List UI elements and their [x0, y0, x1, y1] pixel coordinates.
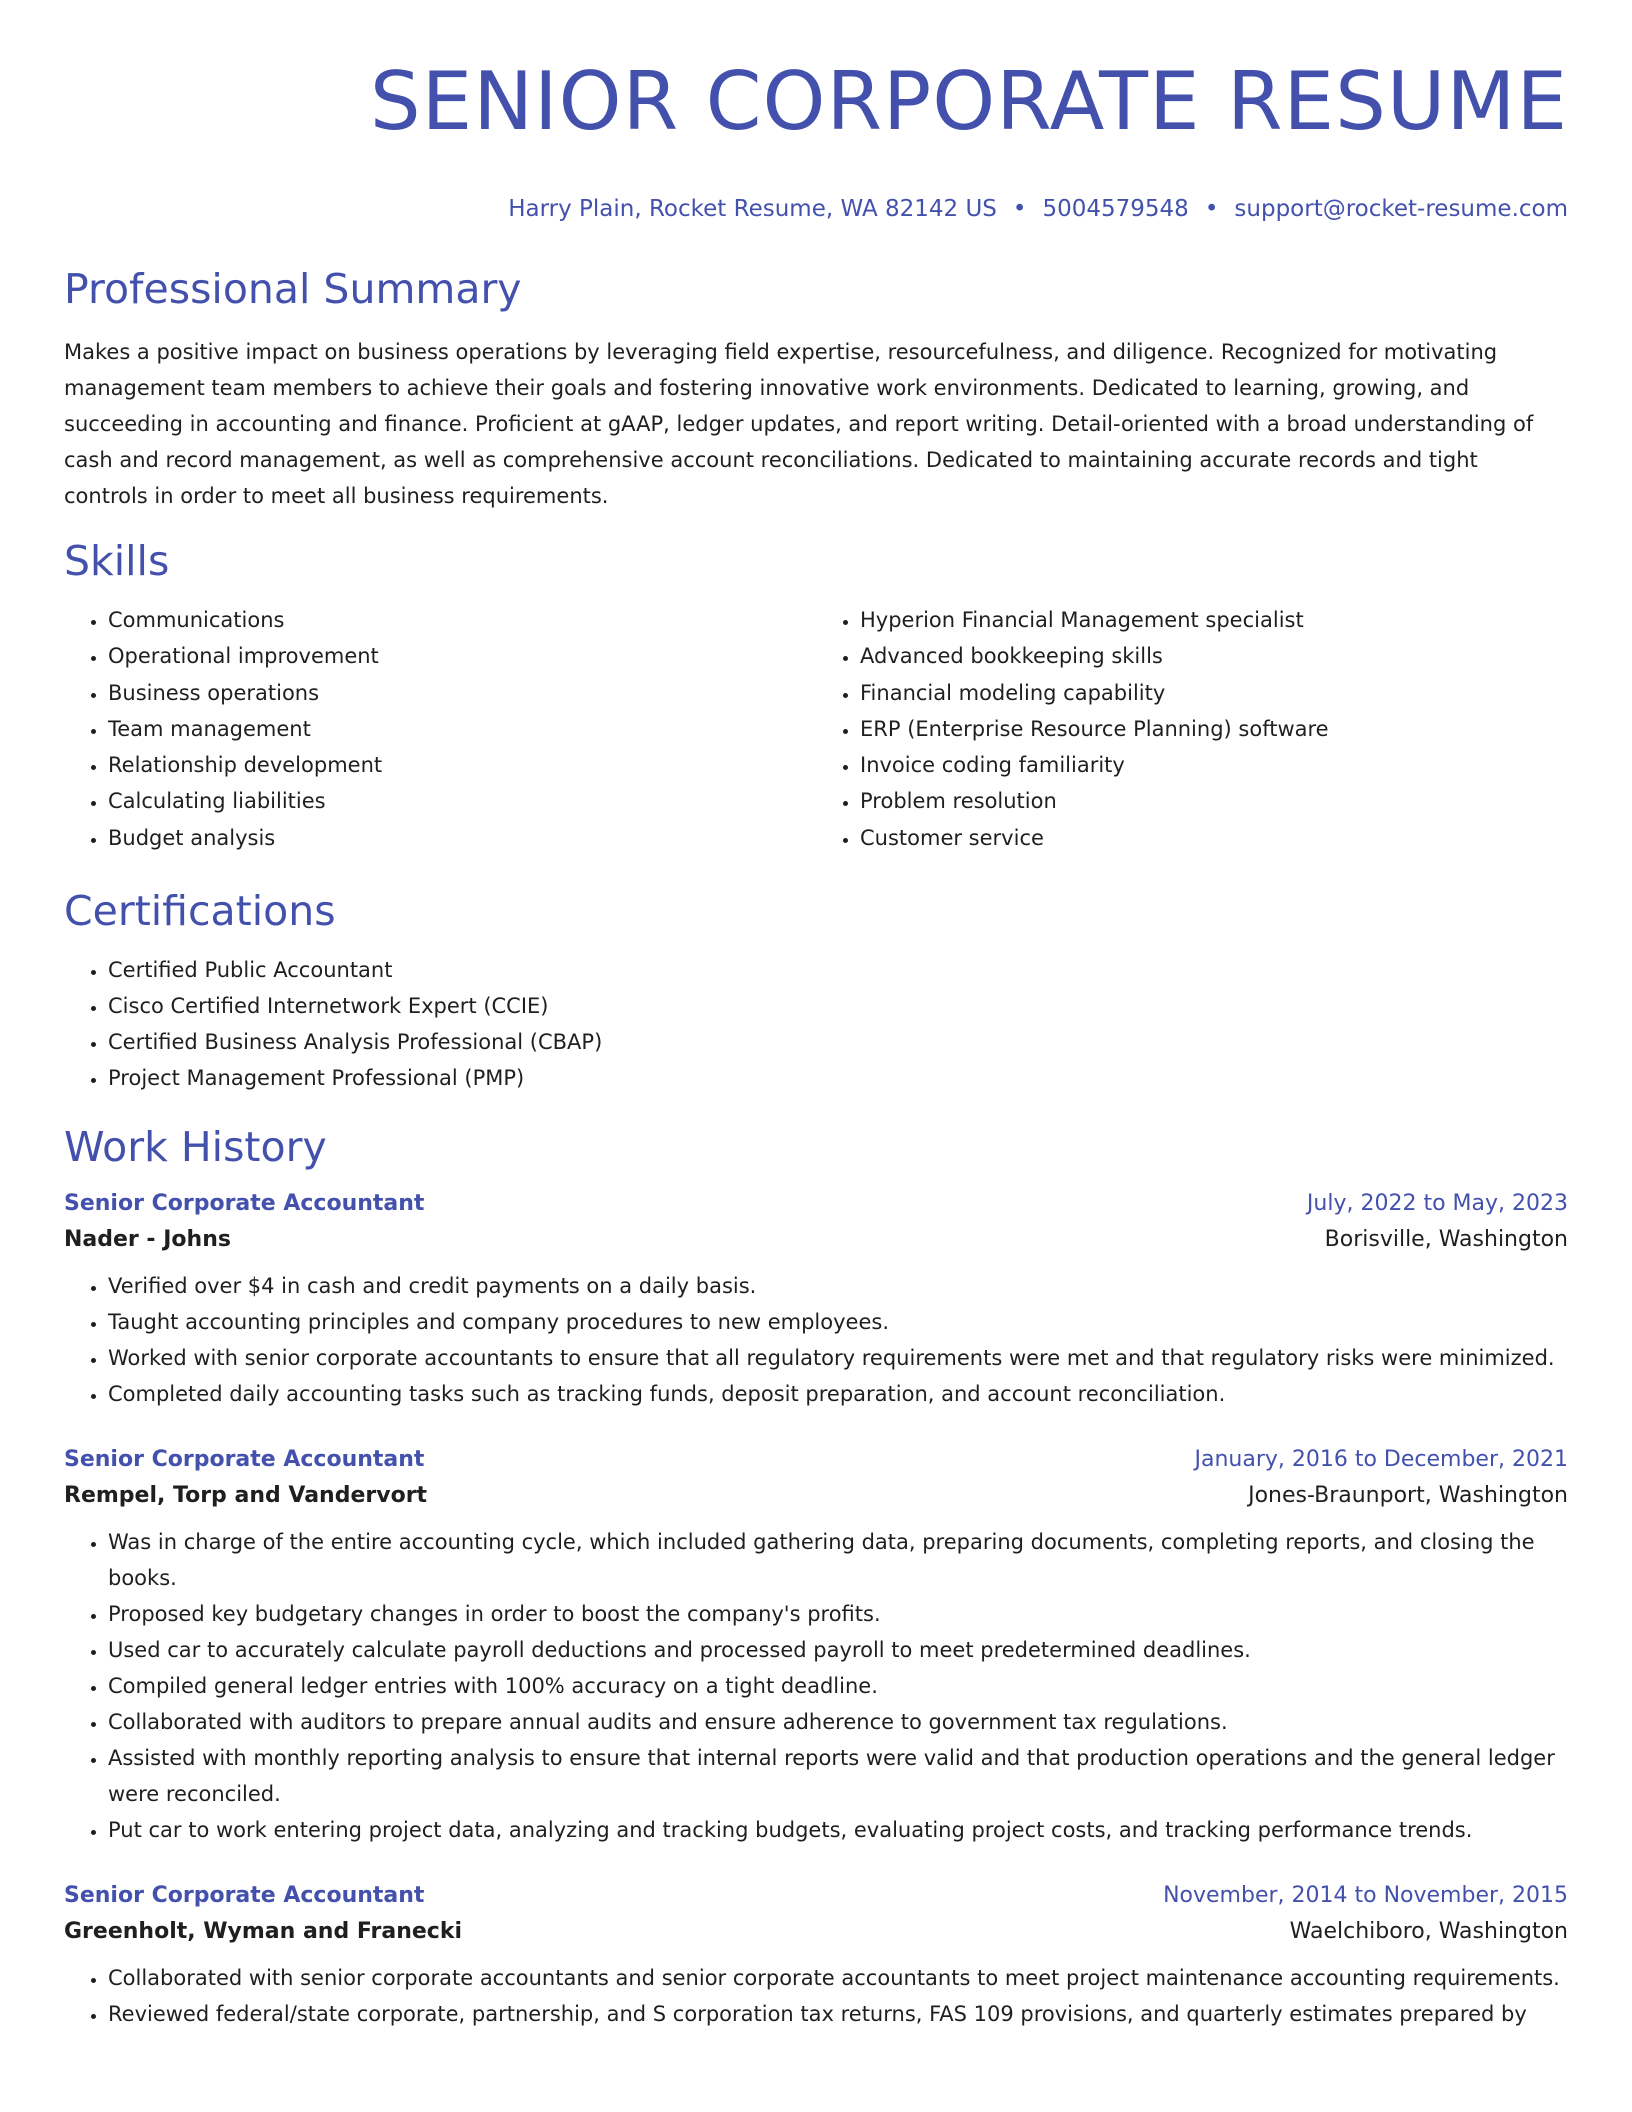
- job-location: Borisville, Washington: [1324, 1227, 1568, 1253]
- job-bullets: [64, 1960, 1568, 2032]
- job-company-row: [64, 1478, 1568, 1514]
- job-bullet: • Completed daily accounting tasks such as tracking funds, deposit preparation, and account reconciliation.: [108, 1376, 1568, 1412]
- job-company: Nader - Johns: [64, 1227, 231, 1253]
- job-bullet: • Put car to work entering project data, analyzing and tracking budgets, evaluating project costs, and tracking performance trends.: [108, 1812, 1568, 1848]
- certification-item: • Cisco Certified Internetwork Expert (CCIE): [108, 988, 1568, 1024]
- job-dates: July, 2022 to May, 2023: [1306, 1191, 1568, 1217]
- job-bullet: • Used car to accurately calculate payroll deductions and processed payroll to meet predetermined deadlines.: [108, 1632, 1568, 1668]
- job-company: Rempel, Torp and Vandervort: [64, 1483, 428, 1509]
- skill-item: • Relationship development: [108, 747, 816, 783]
- job-company-row: [64, 1914, 1568, 1950]
- job-bullet: • Reviewed federal/state corporate, partnership, and S corporation tax returns, FAS 109 provisions, and quarterly estimates prepared by: [108, 1996, 1568, 2032]
- job-entry: [64, 1442, 1568, 1848]
- summary-heading: Professional Summary: [64, 265, 522, 313]
- job-bullets: [64, 1268, 1568, 1412]
- skill-item: • Operational improvement: [108, 638, 816, 674]
- contact-line: [64, 194, 1568, 224]
- skill-item: • Hyperion Financial Management specialist: [860, 602, 1568, 638]
- contact-phone: 5004579548: [1042, 196, 1189, 222]
- skill-item: • Calculating liabilities: [108, 783, 816, 819]
- skill-item: • Customer service: [860, 820, 1568, 856]
- job-bullet: • Was in charge of the entire accounting cycle, which included gathering data, preparing documents, completing reports, and closing the books.: [108, 1524, 1568, 1596]
- work-history-heading: Work History: [64, 1123, 327, 1172]
- certification-item: • Certified Business Analysis Professional (CBAP): [108, 1024, 1568, 1060]
- job-location: Jones-Braunport, Washington: [1248, 1483, 1568, 1509]
- skills-list-right: [816, 602, 1568, 856]
- job-bullet: • Worked with senior corporate accountants to ensure that all regulatory requirements were met and that regulatory risks were minimized.: [108, 1340, 1568, 1376]
- job-header-row: [64, 1186, 1568, 1222]
- skill-item: • Business operations: [108, 675, 816, 711]
- job-bullet: • Assisted with monthly reporting analysis to ensure that internal reports were valid and that production operations and the general ledger were reconciled.: [108, 1740, 1568, 1812]
- certification-item: • Project Management Professional (PMP): [108, 1060, 1568, 1096]
- job-role: Senior Corporate Accountant: [64, 1447, 425, 1473]
- contact-separator: •: [1012, 196, 1027, 222]
- job-bullets: [64, 1524, 1568, 1848]
- skills-list-left: [64, 602, 816, 856]
- job-role: Senior Corporate Accountant: [64, 1883, 425, 1909]
- skills-heading: Skills: [64, 537, 170, 585]
- job-location: Waelchiboro, Washington: [1289, 1919, 1568, 1945]
- certification-item: • Certified Public Accountant: [108, 952, 1568, 988]
- job-bullet: • Proposed key budgetary changes in order to boost the company's profits.: [108, 1596, 1568, 1632]
- resume-title: SENIOR CORPORATE RESUME: [369, 55, 1568, 148]
- job-company: Greenholt, Wyman and Franecki: [64, 1919, 462, 1945]
- job-bullet: • Verified over $4 in cash and credit payments on a daily basis.: [108, 1268, 1568, 1304]
- contact-address: Harry Plain, Rocket Resume, WA 82142 US: [508, 196, 997, 222]
- skill-item: • Budget analysis: [108, 820, 816, 856]
- job-entry: [64, 1186, 1568, 1412]
- job-bullet: • Taught accounting principles and company procedures to new employees.: [108, 1304, 1568, 1340]
- summary-text: Makes a positive impact on business operations by leveraging field expertise, resourcefulness, and diligence. Recognized for motivating management team members to achieve their goals and fostering innovative work environments. Dedicated to learning, growing, and succeeding in accounting and finance. Proficient at gAAP, ledger updates, and report writing. Detail-oriented with a broad understanding of cash and record management, as well as comprehensive account reconciliations. Dedicated to maintaining accurate records and tight controls in order to meet all business requirements.: [64, 340, 1534, 508]
- contact-email: support@rocket-resume.com: [1234, 196, 1568, 222]
- job-role: Senior Corporate Accountant: [64, 1191, 425, 1217]
- skill-item: • Team management: [108, 711, 816, 747]
- certifications-heading: Certifications: [64, 887, 336, 936]
- skill-item: • Problem resolution: [860, 783, 1568, 819]
- job-entry: [64, 1878, 1568, 2032]
- job-company-row: [64, 1222, 1568, 1258]
- skill-item: • ERP (Enterprise Resource Planning) software: [860, 711, 1568, 747]
- job-dates: January, 2016 to December, 2021: [1194, 1447, 1568, 1473]
- job-bullet: • Collaborated with senior corporate accountants and senior corporate accountants to meet project maintenance accounting requirements.: [108, 1960, 1568, 1996]
- certifications-list: [64, 952, 1568, 1096]
- job-bullet: • Compiled general ledger entries with 100% accuracy on a tight deadline.: [108, 1668, 1568, 1704]
- job-bullet: • Collaborated with auditors to prepare annual audits and ensure adherence to government tax regulations.: [108, 1704, 1568, 1740]
- skill-item: • Invoice coding familiarity: [860, 747, 1568, 783]
- resume-page: [64, 0, 1568, 2032]
- job-header-row: [64, 1878, 1568, 1914]
- skill-item: • Advanced bookkeeping skills: [860, 638, 1568, 674]
- skill-item: • Financial modeling capability: [860, 675, 1568, 711]
- skill-item: • Communications: [108, 602, 816, 638]
- job-dates: November, 2014 to November, 2015: [1163, 1883, 1568, 1909]
- contact-separator: •: [1204, 196, 1219, 222]
- job-header-row: [64, 1442, 1568, 1478]
- skills-grid: [64, 602, 1568, 856]
